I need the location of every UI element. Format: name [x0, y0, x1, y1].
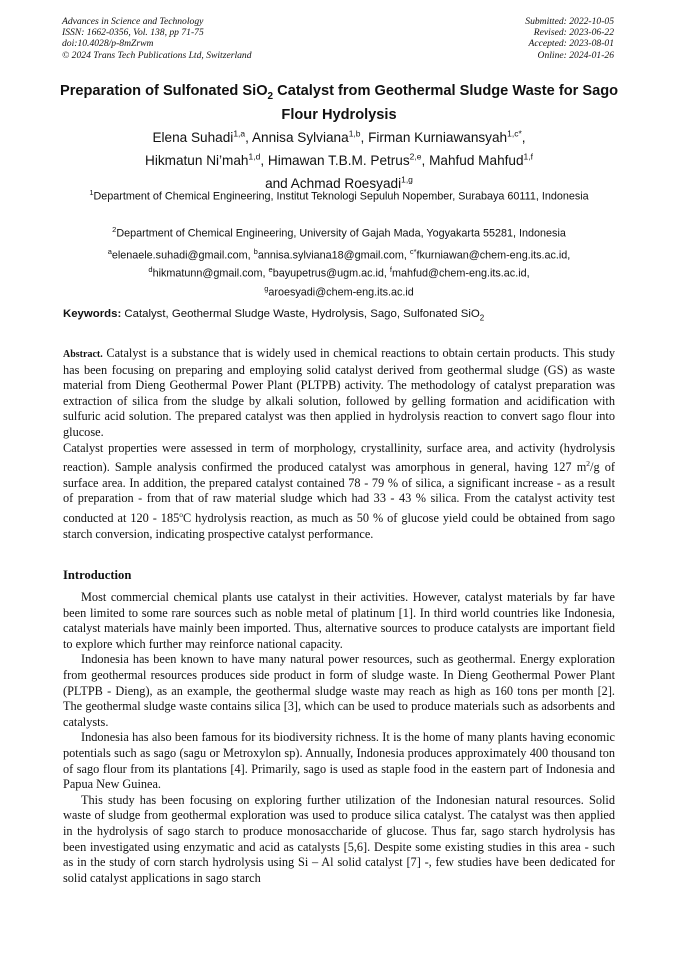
email-link[interactable]: mahfud@chem-eng.its.ac.id, [392, 267, 530, 280]
affiliation-2: $^2$Department of Chemical Engineering, University of Gajah Mada, Yogyakarta 55281, Indonesia [112, 225, 566, 240]
paper-title: Preparation of Sulfonated SiO$_2$ Catalyst from Geothermal Sludge Waste for Sago Flour Hydrolysis [59, 83, 619, 123]
body-paragraph: Indonesia has been known to have many natural power resources, such as geothermal. Energy exploration from geothermal resources produces side product in form of sludge waste. In Dieng Geothermal Power Plant (PLTPB - Dieng), as an example, the geothermal sludge waste may reach as high as 160 tons per month [2]. The geothermal sludge waste contains silica [3], which can be used to produce materials such as adsorbents and catalysts. [63, 652, 615, 729]
email-link[interactable]: aroesyadi@chem-eng.its.ac.id [268, 286, 414, 299]
journal-name: Advances in Science and Technology [62, 16, 204, 27]
author: Himawan T.B.M. Petrus$^{2,e}$, [267, 151, 430, 168]
author-list [40, 124, 638, 193]
affiliation-1: $^1$Department of Chemical Engineering, Institut Teknologi Sepuluh Nopember, Surabaya 60111, Indonesia [89, 188, 589, 203]
email-link[interactable]: fkurniawan@chem-eng.its.ac.id, [416, 249, 571, 262]
abstract-label: Abstract. [63, 349, 103, 360]
abstract [63, 346, 615, 542]
issn-volume: ISSN: 1662-0356, Vol. 138, pp 71-75 [62, 27, 204, 39]
author: Hikmatun Ni’mah$^{1,d}$, [145, 151, 268, 168]
doi: doi:10.4028/p-8mZrwm [62, 38, 154, 50]
abstract-paragraph: Abstract. Catalyst is a substance that is widely used in chemical reactions to obtain certain products. This study has been focusing on preparing and employing solid catalyst derived from geothermal sludge (GS) as waste material from Dieng Geothermal Power Plant (PLTPB) activity. The methodology of catalyst preparation was extraction of silica from the sludge by alkali solution, followed by gelling formation and acidification with sulfuric acid solution. The prepared catalyst was then applied in hydrolysis reaction to convert sago flour into glucose. [63, 346, 615, 439]
keywords-label: Keywords: [63, 308, 122, 320]
author: and Achmad Roesyadi$^{1,g}$ [265, 174, 413, 191]
keywords-text: Catalyst, Geothermal Sludge Waste, Hydrolysis, Sago, Sulfonated SiO [121, 308, 480, 320]
author: Mahfud Mahfud$^{1,f}$ [429, 151, 533, 168]
abstract-paragraph: Catalyst properties were assessed in term of morphology, crystallinity, surface area, and activity (hydrolysis reaction). Sample analysis confirmed the produced catalyst was amorphous in general, having 127 $m^2/g$ of surface area. In addition, the prepared catalyst contained 78 - 79 % of silica, a significant increase - as a result of preparation - from that of raw material sludge which had 33 - 43 % silica. From the catalyst activity test conducted at 120 - 185$^o$C hydrolysis reaction, as much as 50 % of glucose yield could be obtained from sago starch conversion, indicating prospective catalyst performance. [63, 440, 615, 541]
body-paragraph: Indonesia has also been famous for its biodiversity richness. It is the home of many plants having economic potentials such as sago (sagu or Metroxylon sp). Annually, Indonesia produces approximately 400 thousand ton of sago flour from its plantations [4]. Primarily, sago is used as staple food in the eastern part of Indonesia and Papua New Guinea. [63, 730, 615, 792]
author: Elena Suhadi$^{1,a}$, [152, 128, 252, 145]
body-paragraph: This study has been focusing on exploring further utilization of the Indonesian natural resources. Solid waste of sludge from geothermal exploration was used to produce silica catalyst. The catalyst was then applied in the hydrolysis of sago starch to produce monosaccharide of glucose. Thus far, sago starch hydrolysis has been investigated using enzymatic and acid as catalysts [5,6]. Despite some existing studies in this area - such as in the study of corn starch hydrolysis using Si – Al solid catalyst [7] -, few studies have been dedicated for solid catalyst applications in sago starch [63, 792, 615, 885]
revised-date: Revised: 2023-06-22 [533, 27, 614, 39]
author: Annisa Sylviana$^{1,b}$, [251, 128, 369, 145]
online-date: Online: 2024-01-26 [537, 49, 614, 61]
email-link[interactable]: bayupetrus@ugm.ac.id, [272, 267, 390, 280]
email-link[interactable]: elenaele.suhadi@gmail.com, [111, 249, 254, 262]
publication-dates [525, 16, 614, 61]
submitted-date: Submitted: 2022-10-05 [525, 16, 614, 27]
introduction-body [63, 590, 615, 886]
journal-info [62, 16, 252, 61]
section-heading: Introduction [63, 568, 132, 582]
author-emails: $^a$elenaele.suhadi@gmail.com, $^b$annisa.sylviana18@gmail.com, $^{c*}$fkurniawan@chem-eng.its.ac.id, $^d$hikmatunn@gmail.com, $^e$bayupetrus@ugm.ac.id, $^f$mahfud@chem-eng.its.ac.id, $^g$aroesyadi@chem-eng.its.ac.id [107, 247, 571, 299]
email-link[interactable]: hikmatunn@gmail.com, [152, 267, 269, 280]
email-link[interactable]: annisa.sylviana18@gmail.com, [257, 249, 410, 262]
keywords: Keywords: Catalyst, Geothermal Sludge Waste, Hydrolysis, Sago, Sulfonated SiO$_2$ [63, 308, 485, 323]
author: Firman Kurniawansyah$^{1,c*}$, [368, 128, 526, 145]
accepted-date: Accepted: 2023-08-01 [528, 38, 614, 50]
copyright: © 2024 Trans Tech Publications Ltd, Switzerland [62, 49, 252, 61]
body-paragraph: Most commercial chemical plants use catalyst in their activities. However, catalyst materials by far have been limited to some rare sources such as noble metal of platinum [1]. In third world countries like Indonesia, catalyst materials have mainly been imported. Thus, alternative sources to produce catalysts are important field to explore which further may reinforce national capacity. [63, 590, 615, 651]
